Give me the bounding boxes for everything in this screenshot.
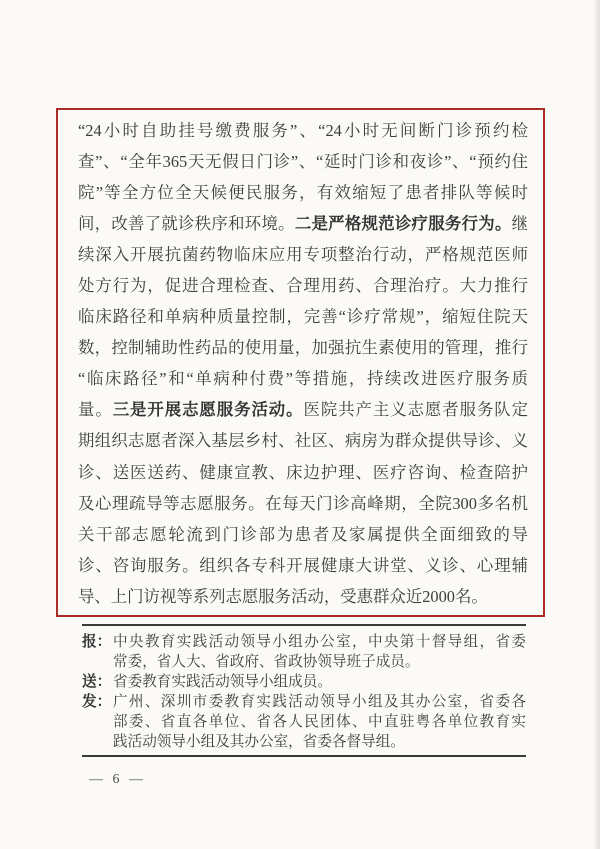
distribution-label: 送： xyxy=(82,674,112,690)
body-line xyxy=(78,146,528,177)
body-segment: 诊、咨询服务。组织各专科开展健康大讲堂、义诊、心理辅 xyxy=(78,555,528,575)
page-number: — 6 — xyxy=(89,772,146,787)
body-segment: 临床路径和单病种质量控制，完善“诊疗常规”，缩短住院天 xyxy=(78,307,528,327)
body-line xyxy=(78,363,528,394)
distribution-item xyxy=(82,692,526,752)
body-text xyxy=(78,115,528,612)
body-segment: 医院共产主义志愿者服务队定 xyxy=(303,400,528,420)
body-line xyxy=(78,270,528,301)
distribution-line: 中央教育实践活动领导小组办公室，中央第十督导组，省委 xyxy=(113,634,526,650)
body-line xyxy=(78,457,528,488)
separator-line-bottom xyxy=(82,755,526,757)
distribution-body xyxy=(113,672,526,692)
body-segment: 继 xyxy=(511,214,528,234)
body-line xyxy=(78,550,528,581)
body-segment: 数，控制辅助性药品的使用量，加强抗生素使用的管理，推行 xyxy=(78,338,528,358)
body-line xyxy=(78,208,528,239)
body-line xyxy=(78,115,528,146)
body-line xyxy=(78,519,528,550)
body-line xyxy=(78,581,528,612)
distribution-body xyxy=(113,632,526,672)
body-segment: “24小时自助挂号缴费服务”、“24小时无间断门诊预约检 xyxy=(78,121,528,140)
distribution-line: 常委，省人大、省政府、省政协领导班子成员。 xyxy=(113,654,420,670)
body-segment: 查”、“全年365天无假日门诊”、“延时门诊和夜诊”、“预约住 xyxy=(78,152,528,172)
body-segment: 诊、送医送药、健康宣教、床边护理、医疗咨询、检查陪护 xyxy=(78,462,528,482)
distribution-line: 部委、省直各单位、省各人民团体、中直驻粤各单位教育实 xyxy=(113,714,526,730)
body-line xyxy=(78,301,528,332)
body-segment: 导、上门访视等系列志愿服务活动，受惠群众近2000名。 xyxy=(78,586,488,606)
distribution-line: 践活动领导小组及其办公室，省委各督导组。 xyxy=(113,734,405,750)
body-segment: 关干部志愿轮流到门诊部为患者及家属提供全面细致的导 xyxy=(78,524,528,544)
body-segment: 期组织志愿者深入基层乡村、社区、病房为群众提供导诊、义 xyxy=(78,431,528,451)
body-segment-bold: 三是开展志愿服务活动。 xyxy=(112,400,304,420)
distribution-item xyxy=(82,632,526,672)
body-line xyxy=(78,394,528,425)
distribution-label: 发： xyxy=(82,694,112,710)
body-line xyxy=(78,177,528,208)
body-segment: 院”等全方位全天候便民服务，有效缩短了患者排队等候时 xyxy=(78,183,528,203)
body-line xyxy=(78,239,528,270)
body-segment: “临床路径”和“单病种付费”等措施，持续改进医疗服务质 xyxy=(78,369,528,389)
body-segment: 及心理疏导等志愿服务。在每天门诊高峰期，全院300多名机 xyxy=(78,493,528,513)
scan-edge-shadow xyxy=(593,0,600,849)
body-line xyxy=(78,332,528,363)
distribution-label: 报： xyxy=(82,634,112,650)
distribution-line: 广州、深圳市委教育实践活动领导小组及其办公室，省委各 xyxy=(113,694,526,710)
body-segment: 量。 xyxy=(78,400,113,420)
highlight-box xyxy=(56,108,545,617)
distribution-body xyxy=(113,692,526,752)
body-segment: 间，改善了就诊秩序和环境。 xyxy=(78,214,295,234)
distribution-item xyxy=(82,672,526,692)
distribution-line: 省委教育实践活动领导小组成员。 xyxy=(113,674,332,690)
body-segment: 续深入开展抗菌药物临床应用专项整治行动，严格规范医师 xyxy=(78,245,528,265)
distribution-list xyxy=(82,624,526,752)
body-segment: 处方行为，促进合理检查、合理用药、合理治疗。大力推行 xyxy=(78,276,528,296)
body-segment-bold: 二是严格规范诊疗服务行为。 xyxy=(294,214,512,234)
body-line xyxy=(78,425,528,456)
body-line xyxy=(78,488,528,519)
